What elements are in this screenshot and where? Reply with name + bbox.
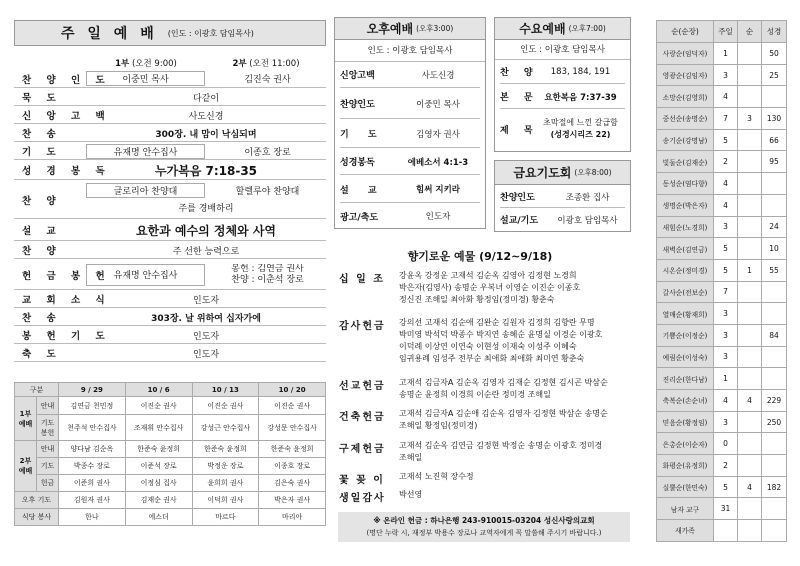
part2-label: 2부 [232, 59, 247, 69]
order-row-creed: 신 앙 고 백 사도신경 [14, 107, 326, 124]
afternoon-title: 오후예배 [366, 22, 414, 36]
wednesday-title: 수요예배 [519, 22, 566, 36]
wednesday-leader: 인도 : 이광호 담임목사 [495, 40, 630, 60]
cell-group-row: 기쁨순(이정순) 3 84 [657, 324, 787, 346]
friday-time: (오후8:00) [574, 168, 612, 177]
cell-group-row: 영광순(김임자) 3 25 [657, 64, 787, 86]
table-row: 기도 박종수 장로 이준석 장로 박정운 장로 이종호 장로 [15, 458, 326, 475]
afternoon-time: (오후3:00) [416, 24, 454, 33]
order-row-hymn-1: 찬 송 300장. 내 맘이 낙심되며 [14, 125, 326, 142]
table-row: 헌금 이준희 권사 이정심 집사 윤희희 권사 김은숙 권사 [15, 475, 326, 492]
afternoon-row: 기 도 김영자 권사 [340, 120, 480, 148]
order-row-offering-prayer: 봉 헌 기 도 인도자 [14, 327, 326, 344]
order-row-benediction: 축 도 인도자 [14, 345, 326, 362]
afternoon-row: 신앙고백 사도신경 [340, 62, 480, 88]
part-headers [86, 57, 326, 69]
offering-flowers: 꽃 꽂 이 고재석 노진혁 장수정 [339, 472, 474, 486]
offering-tithe: 십 일 조 강윤옥 강정운 고재석 김순옥 김영아 김정현 노경희 박은자(김영사) 송명순 우복녀 이영순 이진순 이종호 정신진 조해일 최아화 황정임(정미경) 황춘숙 [339, 271, 581, 304]
afternoon-row: 설 교 힘써 지키라 [340, 176, 480, 203]
afternoon-leader: 인도 : 이광호 담임목사 [335, 40, 485, 62]
order-row-prayer: 기 도 유재명 안수집사 이종호 장로 [14, 143, 326, 160]
cell-group-row: 새가족 [657, 520, 787, 542]
order-row-worship-lead: 찬 양 인 도 이중민 목사 김진숙 권사 [14, 70, 326, 88]
cell-group-row: 생명순(박은자) 4 [657, 194, 787, 216]
cell-group-row: 예림순(이성숙) 3 [657, 346, 787, 368]
cell-group-row: 새힘순(노경희) 3 24 [657, 216, 787, 238]
cell-group-row: 진리순(한다남) 1 [657, 368, 787, 390]
table-row: 오후 기도 김원자 권사 김재순 권사 이덕희 권사 박은자 권사 [15, 492, 326, 509]
online-offering-account: ※ 온라인 헌금 : 하나은행 243-910015-03204 성신사랑의교회 [373, 516, 595, 525]
cell-group-row: 화평순(유정희) 2 [657, 455, 787, 477]
part1-label: 1부 [115, 59, 130, 69]
table-row: 2부 예배 안내 양다남 김순옥 한준숙 윤정희 한준숙 윤정희 한준숙 윤정희 [15, 441, 326, 458]
table-row: 기도 봉헌 천주석 안수집사 조재휘 안수집사 강성근 안수집사 강성문 안수집사 [15, 415, 326, 441]
offerings-title: 향기로운 예물 (9/12~9/18) [407, 250, 553, 263]
online-offering-box [338, 512, 630, 542]
order-row-silent-prayer: 묵 도 다같이 [14, 89, 326, 106]
order-row-offering: 헌 금 봉 헌 유재명 안수집사 봉헌 : 김연금 권사 찬양 : 이춘석 장로 [14, 260, 326, 290]
cell-group-row: 새벽순(김연금) 5 10 [657, 238, 787, 260]
cell-group-row: 실뿔순(한민숙) 5 4 182 [657, 476, 787, 498]
cell-group-row: 소망순(김영희) 4 [657, 86, 787, 108]
online-offering-note: (명단 누락 시, 재정부 박용수 장로나 교역자에게 꼭 말씀해 주시기 바랍니다.) [366, 529, 602, 537]
offering-building: 건축헌금 고재석 김금자A 김순애 김순옥 김영자 김정현 박삼순 송명순 조해일 황정임(정미경) [339, 409, 608, 430]
cell-group-row: 남자 교구 31 [657, 498, 787, 520]
friday-row: 찬양인도 조종환 집사 [500, 186, 625, 208]
cell-group-row: 축복순(손순녀) 4 4 229 [657, 390, 787, 412]
wednesday-time: (오후7:00) [568, 24, 606, 33]
cell-group-row: 중선순(송명순) 7 3 130 [657, 108, 787, 130]
cell-group-row: 은총순(이순자) 0 [657, 433, 787, 455]
main-service-title: 주 일 예 배 [61, 26, 158, 42]
afternoon-row: 광고/축도 인도자 [340, 212, 451, 223]
friday-title: 금요기도회 [513, 166, 572, 180]
friday-row: 설교/기도 이광호 담임목사 [500, 215, 618, 226]
main-service-header [14, 20, 326, 46]
offering-relief: 구제헌금 고재석 김순옥 김연금 김정현 박정순 송명순 이광호 정미경 조해일 [339, 441, 603, 462]
cell-group-row: 시온순(정미경) 5 1 55 [657, 259, 787, 281]
order-row-scripture: 성 경 봉 독 누가복음 7:18-35 [14, 161, 326, 180]
duty-schedule-table: 구분 9 / 29 10 / 6 10 / 13 10 / 20 1부 예배 안내 김연금 천민정 이진순 권사 이진순 권사 이진순 권사 기도 봉헌 천주석 안수집사 조재휘 안수집사 강성근 안수집사 강성문 안수집사 2부 예배 안내 양다남 김순옥 한준숙 윤정희 한준숙 윤정희 한준숙 윤정희 기도 박종수 장로 이준석 장로 박정운 장로 이종호 장로 헌금 이준희 권사 이정심 집사 윤희희 권사 김은숙 권사 오후 기도 김원자 권사 김재순 권사 이덕희 권사 박은자 권사 식당 봉사 한나 에스더 마르다 마리아 [14, 382, 326, 526]
wednesday-row: 제 목 초막절에 느낀 갈급함 (성경시리즈 22) [500, 118, 618, 139]
cell-group-row: 송기순(강명남) 5 66 [657, 129, 787, 151]
offering-birthday: 생일감사 박선영 [339, 490, 423, 504]
order-row-response-song: 찬 양 주 선한 능력으로 [14, 242, 326, 259]
offering-mission: 선교헌금 고재석 김금자A 김순옥 김영자 김재순 김정현 김시곤 박삼순 송명순 윤정희 이경희 이순란 정미경 조해일 [339, 378, 608, 399]
order-row-news: 교 회 소 식 인도자 [14, 291, 326, 308]
cell-group-row: 동성순(염다향) 4 [657, 173, 787, 195]
cell-group-row: 사랑순(임덕자) 1 50 [657, 43, 787, 65]
table-row: 1부 예배 안내 김연금 천민정 이진순 권사 이진순 권사 이진순 권사 [15, 397, 326, 415]
cell-group-row: 열매순(황재희) 3 [657, 303, 787, 325]
main-service-subtitle: (인도 : 이광호 담임목사) [167, 28, 254, 38]
part2-time: (오전 11:00) [249, 59, 300, 69]
cell-group-row: 갈사순(전보순) 7 [657, 281, 787, 303]
afternoon-row: 찬양인도 이중민 목사 [340, 89, 480, 119]
wednesday-row: 본 문 요한복음 7:37-39 [500, 85, 625, 109]
order-row-hymn-2: 찬 송 303장. 날 위하여 십자가에 [14, 309, 326, 326]
table-row: 식당 봉사 한나 에스더 마르다 마리아 [15, 509, 326, 526]
afternoon-row: 성경봉독 에베소서 4:1-3 [340, 149, 480, 175]
offering-thanks: 감사헌금 강의선 고재석 김순애 김완순 김원자 김정희 김향란 무명 박미영 박석덕 박종수 박지연 송혜순 윤명실 이경순 이광호 이덕례 이상연 이연숙 이현성 이재숙 이성주 이혜숙 임귀용례 임성주 전부순 최애화 최애화 최미연 황춘숙 [339, 318, 603, 363]
cell-group-row: 믿음순(황정임) 3 250 [657, 411, 787, 433]
part1-time: (오전 9:00) [131, 59, 177, 69]
cell-group-table: 순(순장) 주일 순 성경 사랑순(임덕자) 1 50 영광순(김임자) 3 25 소망순(김영희) 4 중선순(송명순) 7 3 130 송기순(강명남) 5 66 빛둘순(김재순) 2 95 동성순(염다향) 4 생명순(박은자) 4 새힘순(노경희) 3 24 새벽순(김연금) 5 10 시온순(정미경) 5 1 55 갈사순(전보순) 7 열매순(황재희) 3 기쁨순(이정순) 3 84 예림순(이성숙) 3 진리순(한다남) 1 축복순(손순녀) 4 4 229 믿음순(황정임) 3 250 은총순(이순자) 0 화평순(유정희) 2 실뿔순(한민숙) 5 4 182 남자 교구 31 새가족 [656, 20, 787, 542]
cell-group-row: 빛둘순(김재순) 2 95 [657, 151, 787, 173]
order-row-choir: 찬 양 글로리아 찬양대 할렐루야 찬양대 주를 경배하리 [14, 181, 326, 219]
order-row-sermon: 설 교 요한과 예수의 정체와 사역 [14, 220, 326, 241]
wednesday-row: 찬 양 183, 184, 191 [500, 60, 625, 84]
